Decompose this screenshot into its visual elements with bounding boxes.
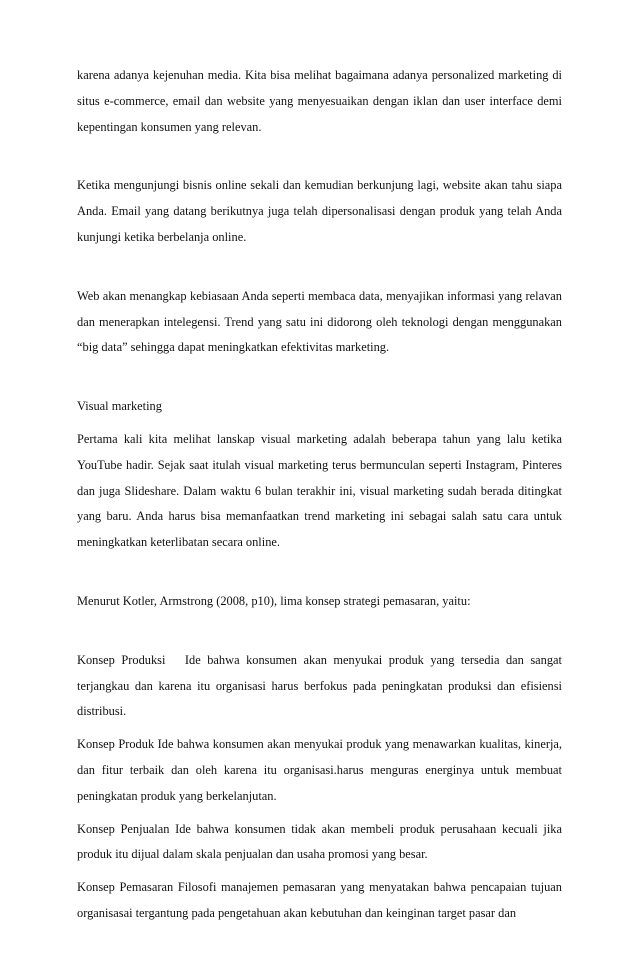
document-page [77, 63, 566, 927]
paragraph-konsep-produksi: Konsep Produksi Ide bahwa konsumen akan menyukai produk yang tersedia dan sangat terjangkau dan karena itu organisasi harus berfokus pada peningkatan produksi dan efisiensi distribusi. [77, 652, 566, 719]
paragraph-kotler-intro: Menurut Kotler, Armstrong (2008, p10), lima konsep strategi pemasaran, yaitu: [77, 593, 471, 608]
paragraph-personalized-marketing: karena adanya kejenuhan media. Kita bisa melihat bagaimana adanya personalized marketing di situs e-commerce, email dan website yang menyesuaikan dengan iklan dan user interface demi kepentingan konsumen yang relevan. [77, 68, 562, 134]
paragraph-konsep-produk: Konsep Produk Ide bahwa konsumen akan menyukai produk yang menawarkan kualitas, kinerja, dan fitur terbaik dan oleh karena itu organisasi.harus menguras energinya untuk membuat peningkatan produk yang berkelanjutan. [77, 737, 562, 803]
paragraph-visual-marketing: Pertama kali kita melihat lanskap visual marketing adalah beberapa tahun yang lalu ketika YouTube hadir. Sejak saat itulah visual marketing terus bermunculan seperti Instagram, Pinteres dan juga Slideshare. Dalam waktu 6 bulan terakhir ini, visual marketing sudah berada ditingkat yang baru. Anda harus bisa memanfaatkan trend marketing ini sebagai salah satu cara untuk meningkatkan keterlibatan secara online. [77, 431, 562, 550]
paragraph-big-data: Web akan menangkap kebiasaan Anda seperti membaca data, menyajikan informasi yang relavan dan menerapkan intelegensi. Trend yang satu ini didorong oleh teknologi dengan menggunakan “big data” sehingga dapat meningkatkan efektivitas marketing. [77, 288, 562, 355]
paragraph-konsep-pemasaran: Konsep Pemasaran Filosofi manajemen pemasaran yang menyatakan bahwa pencapaian tujuan organisasai tergantung pada pengetahuan akan kebutuhan dan keinginan target pasar dan [77, 880, 562, 920]
paragraph-konsep-penjualan: Konsep Penjualan Ide bahwa konsumen tidak akan membeli produk perusahaan kecuali jika produk itu dijual dalam skala penjualan dan usaha promosi yang besar. [77, 821, 562, 862]
paragraph-website-recognition: Ketika mengunjungi bisnis online sekali dan kemudian berkunjung lagi, website akan tahu siapa Anda. Email yang datang berikutnya juga telah dipersonalisasi dengan produk yang telah Anda kunjungi ketika berbelanja online. [77, 178, 562, 244]
section-heading-visual-marketing: Visual marketing [77, 399, 162, 414]
